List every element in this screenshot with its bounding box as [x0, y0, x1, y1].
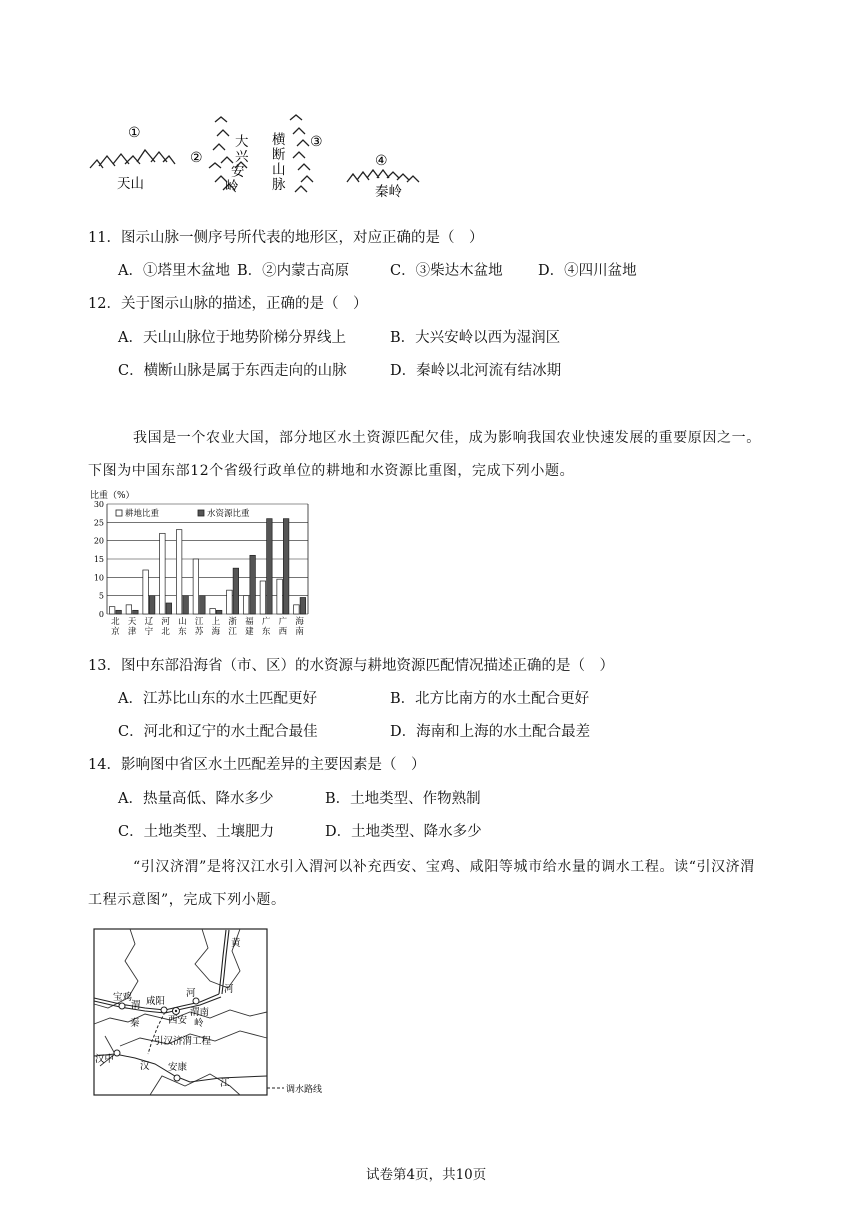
q12-option-a[interactable]: A．天山山脉位于地势阶梯分界线上 [118, 330, 346, 346]
x-tick-label: 江苏 [194, 617, 204, 637]
x-tick-label: 广西 [278, 617, 288, 637]
bar-farmland-1 [126, 605, 132, 614]
q12-option-d[interactable]: D．秦岭以北河流有结冰期 [390, 363, 562, 379]
daxinganling-label: 大 兴 安 岭 [225, 134, 249, 195]
x-tick-label: 辽宁 [144, 617, 154, 637]
bar-farmland-10 [277, 579, 283, 614]
hengduan-mountains [290, 115, 313, 192]
label-ankang: 安康 [168, 1062, 188, 1073]
q13-option-a[interactable]: A．江苏比山东的水土匹配更好 [118, 691, 317, 707]
x-tick-label: 海南 [295, 617, 304, 637]
label-baoji: 宝鸡 [113, 992, 133, 1003]
farmland-water-chart [88, 488, 318, 643]
y-tick-label: 10 [93, 573, 104, 583]
y-tick-label: 20 [93, 536, 104, 546]
label-he-mid: 河 [186, 988, 196, 999]
q12-option-c[interactable]: C．横断山脉是属于东西走向的山脉 [118, 363, 347, 379]
bar-water-4 [183, 596, 189, 614]
x-tick-label: 天津 [127, 617, 137, 637]
q14-option-c[interactable]: C．土地类型、土壤肥力 [118, 824, 275, 840]
bar-water-1 [133, 610, 139, 614]
y-tick-label: 15 [93, 555, 104, 564]
hengduan-label: 横 断 山 脉 [272, 132, 286, 193]
legend-farmland: 耕地比重 [125, 509, 160, 519]
q11-option-d[interactable]: D．④四川盆地 [538, 263, 637, 279]
bar-water-5 [200, 596, 206, 614]
q11-option-c[interactable]: C．③柴达木盆地 [390, 263, 503, 279]
label-weinan: 渭南 [190, 1007, 210, 1018]
label-xianyang: 咸阳 [146, 996, 166, 1007]
bar-farmland-2 [143, 570, 149, 614]
legend-water: 水资源比重 [207, 509, 250, 519]
qinling-label: 秦岭 [375, 184, 402, 200]
baoji-dot [119, 1003, 125, 1009]
x-tick-label: 河北 [161, 617, 170, 637]
page-footer: 试卷第4页，共10页 [366, 1167, 487, 1183]
x-tick-label: 北京 [111, 617, 120, 637]
ankang-dot [174, 1075, 180, 1081]
q14-stem: 14．影响图中省区水土匹配差异的主要因素是（ ） [88, 757, 426, 773]
label-ling: 岭 [194, 1018, 204, 1029]
y-tick-label: 5 [98, 591, 104, 601]
bar-farmland-3 [160, 533, 166, 614]
bar-farmland-7 [227, 590, 233, 614]
bar-farmland-6 [210, 609, 216, 615]
label-qin: 秦 [130, 1018, 140, 1029]
number-2: ② [190, 150, 203, 166]
tianshan-label: 天山 [117, 176, 144, 192]
label-jiang: 江 [220, 1078, 230, 1089]
q12-stem: 12．关于图示山脉的描述，正确的是（ ） [88, 296, 368, 312]
bar-farmland-9 [260, 581, 266, 614]
passage3-line1: “引汉济渭”是将汉江水引入渭河以补充西安、宝鸡、咸阳等城市给水量的调水工程。读“引汉济渭 [133, 859, 755, 875]
mountain-ranges-figure [85, 108, 430, 200]
bar-farmland-4 [176, 530, 182, 614]
y-tick-label: 25 [93, 518, 104, 528]
y-tick-label: 30 [93, 500, 104, 509]
x-tick-label: 浙江 [228, 617, 237, 637]
passage2-line1: 我国是一个农业大国，部分地区水土资源匹配欠佳，成为影响我国农业快速发展的重要原因之一。 [133, 430, 761, 446]
q13-option-d[interactable]: D．海南和上海的水土配合最差 [390, 724, 591, 740]
bar-water-10 [283, 519, 289, 614]
q14-option-d[interactable]: D．土地类型、降水多少 [325, 824, 482, 840]
passage2-line2: 下图为中国东部12个省级行政单位的耕地和水资源比重图，完成下列小题。 [88, 463, 575, 479]
bar-water-3 [166, 603, 172, 614]
chart-ylabel: 比重（%） [90, 491, 135, 501]
yinhanjiwei-map [90, 926, 330, 1101]
label-wei: 渭 [131, 1000, 141, 1011]
bar-farmland-8 [243, 596, 249, 614]
hanzhong-dot [114, 1050, 120, 1056]
bar-farmland-5 [193, 559, 199, 614]
bar-water-2 [149, 596, 155, 614]
qinling-mountains [347, 170, 419, 182]
x-tick-label: 福建 [245, 617, 254, 637]
label-huang: 黄 [231, 938, 241, 949]
passage3-line2: 工程示意图”，完成下列小题。 [88, 892, 286, 908]
label-han: 汉 [140, 1061, 150, 1072]
y-tick-label: 0 [98, 610, 104, 619]
q12-option-b[interactable]: B．大兴安岭以西为湿润区 [390, 330, 561, 346]
xianyang-dot [161, 1007, 167, 1013]
bar-farmland-0 [109, 607, 115, 614]
tianshan-mountains [90, 150, 175, 168]
q11-stem: 11．图示山脉一侧序号所代表的地形区，对应正确的是（ ） [88, 230, 484, 246]
legend-swatch-farmland [116, 510, 122, 516]
label-project: 引汉济渭工程 [154, 1036, 212, 1047]
q13-option-c[interactable]: C．河北和辽宁的水土配合最佳 [118, 724, 318, 740]
q13-option-b[interactable]: B．北方比南方的水土配合更好 [390, 691, 590, 707]
number-3: ③ [310, 134, 323, 150]
q14-option-a[interactable]: A．热量高低、降水多少 [118, 791, 274, 807]
q11-option-a[interactable]: A．①塔里木盆地 [118, 263, 230, 279]
bar-water-11 [300, 598, 306, 615]
bar-water-6 [216, 610, 222, 614]
bar-water-9 [267, 519, 273, 614]
x-tick-label: 广东 [261, 617, 271, 637]
q11-option-b[interactable]: B．②内蒙古高原 [237, 263, 350, 279]
q14-option-b[interactable]: B．土地类型、作物熟制 [325, 791, 481, 807]
label-he-right: 河 [224, 984, 234, 995]
number-1: ① [128, 125, 141, 141]
xian-center [175, 1010, 177, 1012]
legend-route: 调水路线 [286, 1085, 323, 1095]
bar-water-0 [116, 610, 122, 614]
number-4: ④ [375, 153, 388, 169]
x-tick-label: 山东 [178, 617, 187, 637]
bar-water-7 [233, 568, 239, 614]
label-xian: 西安 [168, 1015, 188, 1026]
q13-stem: 13．图中东部沿海省（市、区）的水资源与耕地资源匹配情况描述正确的是（ ） [88, 658, 614, 674]
bar-farmland-11 [294, 605, 300, 614]
x-tick-label: 上海 [211, 617, 221, 637]
label-hanzhong: 汉中 [95, 1054, 115, 1065]
chart-legend [116, 508, 250, 519]
legend-swatch-water [198, 510, 204, 516]
bar-water-8 [250, 555, 256, 614]
